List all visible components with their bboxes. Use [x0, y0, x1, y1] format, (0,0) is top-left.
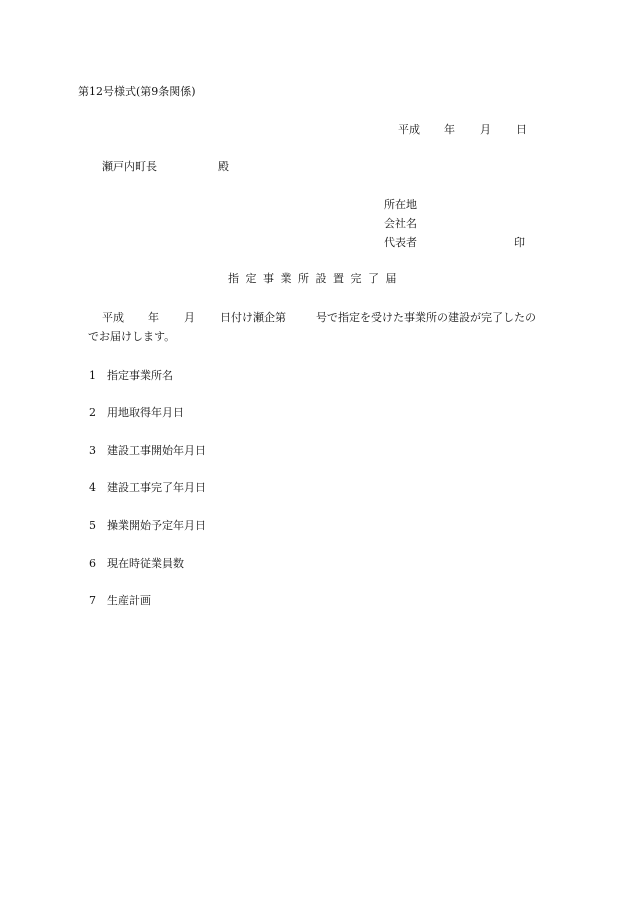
item-number: 3 — [89, 444, 96, 457]
applicant-representative-label: 代表者 — [384, 236, 417, 249]
date-month-label: 月 — [480, 123, 491, 136]
body-number-suffix: 号で指定を受けた事業所の建設が完了したの — [316, 311, 536, 324]
item-label: 現在時従業員数 — [107, 557, 184, 570]
form-number: 第12号様式(第9条関係) — [78, 85, 196, 98]
item-number: 6 — [89, 557, 96, 570]
date-era: 平成 — [398, 123, 420, 136]
applicant-company-label: 会社名 — [384, 217, 417, 230]
seal-mark: 印 — [514, 236, 525, 249]
item-label: 建設工事開始年月日 — [107, 444, 206, 457]
item-number: 5 — [89, 519, 96, 532]
body-month-label: 月 — [184, 311, 195, 324]
item-label: 指定事業所名 — [107, 369, 173, 382]
item-label: 用地取得年月日 — [107, 406, 184, 419]
item-label: 建設工事完了年月日 — [107, 481, 206, 494]
item-label: 生産計画 — [107, 594, 151, 607]
item-number: 1 — [89, 369, 96, 382]
item-label: 操業開始予定年月日 — [107, 519, 206, 532]
item-number: 7 — [89, 594, 96, 607]
applicant-address-label: 所在地 — [384, 198, 417, 211]
document-title: 指定事業所設置完了届 — [228, 272, 403, 285]
body-day-prefix: 日付け瀬企第 — [220, 311, 286, 324]
body-era: 平成 — [102, 311, 124, 324]
addressee-name: 瀬戸内町長 — [102, 160, 157, 173]
body-year-label: 年 — [148, 311, 159, 324]
addressee-honorific: 殿 — [218, 160, 229, 173]
body-line-2: でお届けします。 — [88, 330, 176, 343]
date-day-label: 日 — [516, 123, 527, 136]
date-year-label: 年 — [444, 123, 455, 136]
item-number: 2 — [89, 406, 96, 419]
item-number: 4 — [89, 481, 96, 494]
